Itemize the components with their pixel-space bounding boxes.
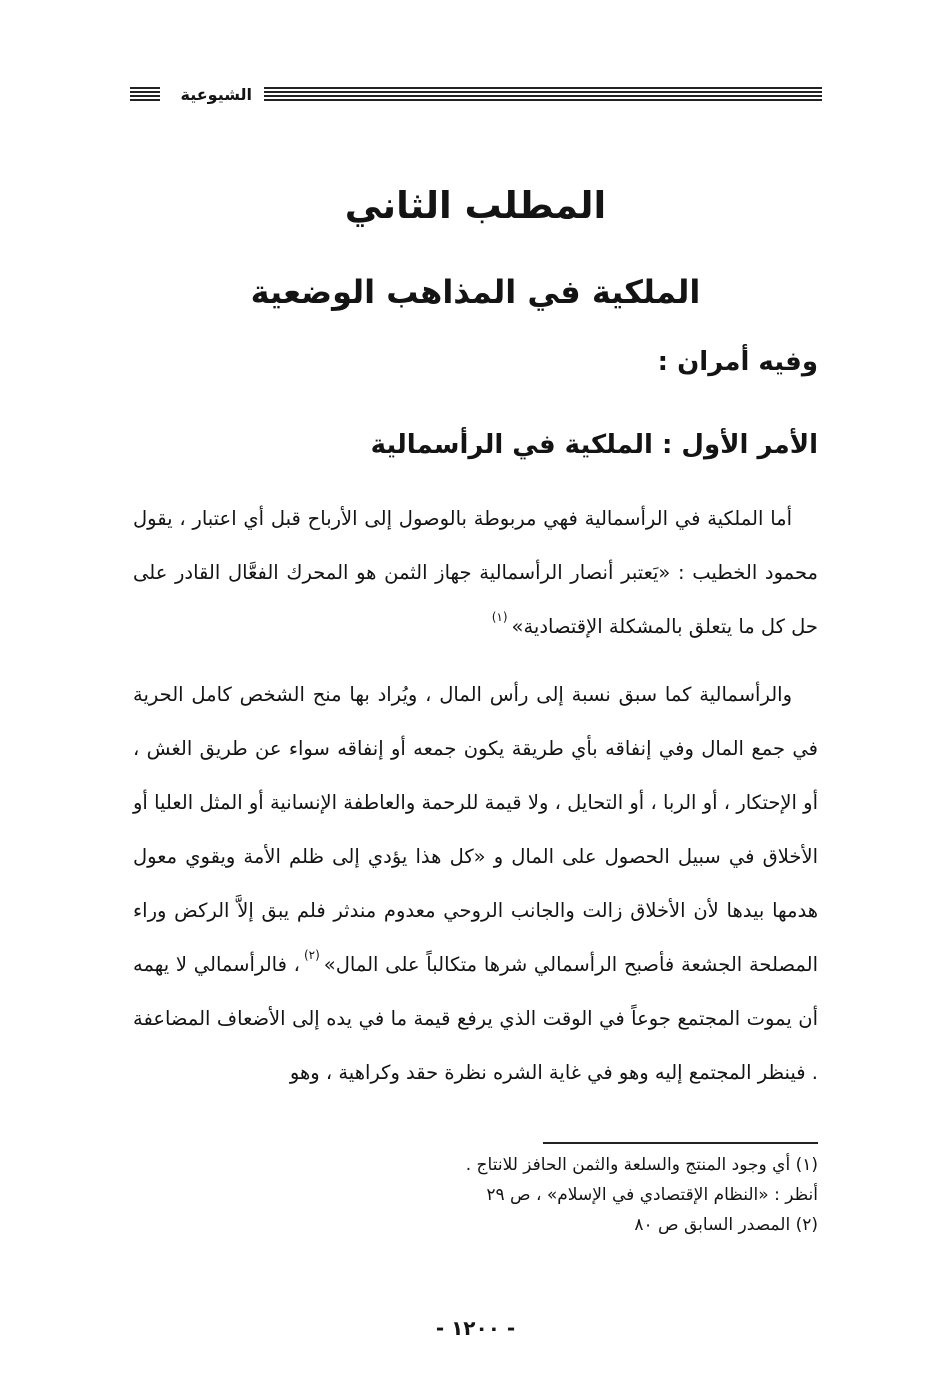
footnote-2: (٢) المصدر السابق ص ٨٠ (634, 1215, 818, 1235)
paragraph-1-text: أما الملكية في الرأسمالية فهي مربوطة بالوصول إلى الأرباح قبل أي اعتبار ، يقول محمود الخطيب : «يَعتبر أنصار الرأسمالية جهاز الثمن هو المحرك الفعَّال القادر على حل كل ما يتعلق بالمشكلة الإقتصادية» (133, 507, 818, 638)
header-rule-long (264, 87, 822, 105)
paragraph-2 (133, 668, 818, 1100)
chapter-heading: المطلب الثاني (344, 184, 607, 227)
paragraph-2-text-b: ، فالرأسمالي لا يهمه أن يموت المجتمع جوعاً في الوقت الذي يرفع قيمة ما في يده إلى الأضعاف المضاعفة . فينظر المجتمع إليه وهو في غاية الشره نظرة حقد وكراهية ، وهو (133, 953, 818, 1084)
chapter-subheading: الملكية في المذاهب الوضعية (250, 273, 701, 311)
section-heading: وفيه أمران : (657, 347, 818, 377)
running-header-title: الشيوعية (180, 85, 252, 104)
footnote-1-source: أنظر : «النظام الإقتصادي في الإسلام» ، ص ٢٩ (486, 1185, 818, 1205)
header-rule-short (130, 87, 160, 105)
footnote-ref-2: (٢) (303, 948, 320, 962)
item-heading: الأمر الأول : الملكية في الرأسمالية (370, 430, 818, 460)
page-number: - ١٢٠٠ - (435, 1316, 516, 1340)
running-header (130, 80, 822, 110)
footnote-1: (١) أي وجود المنتج والسلعة والثمن الحافز للانتاج . (465, 1155, 818, 1175)
paragraph-2-text-a: والرأسمالية كما سبق نسبة إلى رأس المال ، ويُراد بها منح الشخص كامل الحرية في جمع المال وفي إنفاقه بأي طريقة يكون جمعه أو إنفاقه سواء عن طريق الغش ، أو الإحتكار ، أو الربا ، أو التحايل ، ولا قيمة للرحمة والعاطفة الإنسانية أو المثل العليا أو الأخلاق في سبيل الحصول على المال و «كل هذا يؤدي إلى ظلم الأمة ويقوي معول هدمها بيدها لأن الأخلاق زالت والجانب الروحي معدوم مندثر فلم يبق إلاَّ الركض وراء المصلحة الجشعة فأصبح الرأسمالي شرها متكالباً على المال» (133, 683, 818, 976)
footnotes (133, 1150, 818, 1240)
paragraph-1 (133, 492, 818, 654)
footnote-separator (543, 1142, 818, 1144)
footnote-ref-1: (١) (491, 610, 508, 624)
